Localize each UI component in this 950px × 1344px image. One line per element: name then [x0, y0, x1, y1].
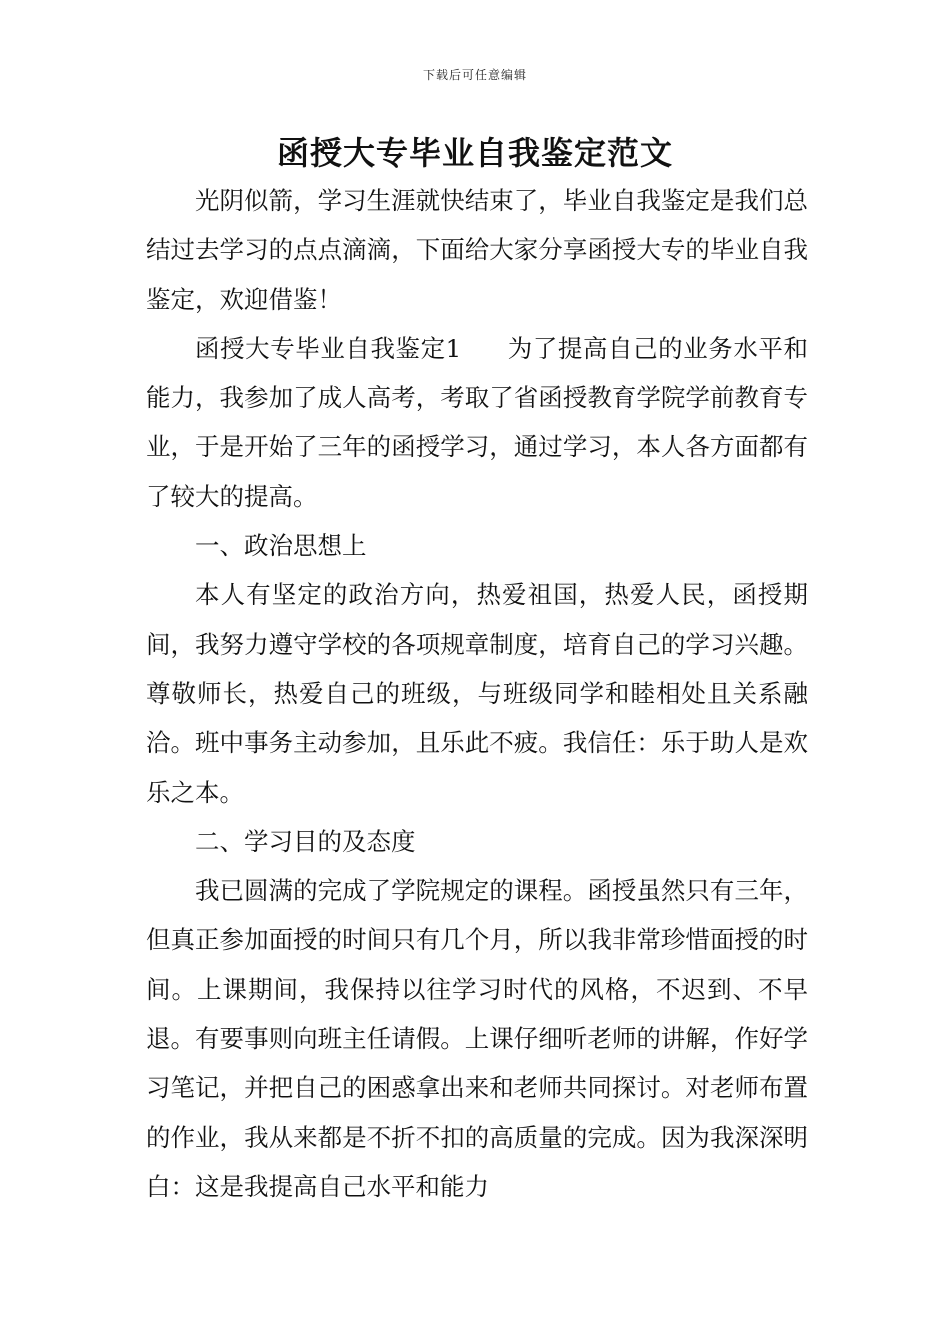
section-1-paragraph [146, 324, 808, 521]
document-body [146, 176, 808, 1211]
section-1-label: 函授大专毕业自我鉴定1 [195, 333, 462, 363]
header-note: 下载后可任意编辑 [422, 68, 527, 82]
study-paragraph: 我已圆满的完成了学院规定的课程。函授虽然只有三年，但真正参加面授的时间只有几个月，所以我非常珍惜面授的时间。上课期间，我保持以往学习时代的风格，不迟到、不早退。有要事则向班主任请假。上课仔细听老师的讲解，作好学习笔记，并把自己的困惑拿出来和老师共同探讨。对老师布置的作业，我从来都是不折不扣的高质量的完成。因为我深深明白：这是我提高自己水平和能力 [146, 876, 808, 1201]
section-1-text: 为了提高自己的业务水平和能力，我参加了成人高考，考取了省函授教育学院学前教育专业，于是开始了三年的函授学习，通过学习，本人各方面都有了较大的提高。 [146, 333, 809, 511]
political-paragraph: 本人有坚定的政治方向，热爱祖国，热爱人民，函授期间，我努力遵守学校的各项规章制度，培育自己的学习兴趣。尊敬师长，热爱自己的班级，与班级同学和睦相处且关系融洽。班中事务主动参加，且乐此不疲。我信任：乐于助人是欢乐之本。 [146, 580, 808, 807]
document-title: 函授大专毕业自我鉴定范文 [276, 134, 673, 172]
heading-study: 二、学习目的及态度 [195, 826, 416, 856]
heading-political: 一、政治思想上 [195, 531, 367, 561]
intro-paragraph: 光阴似箭，学习生涯就快结束了，毕业自我鉴定是我们总结过去学习的点点滴滴，下面给大家分享函授大专的毕业自我鉴定，欢迎借鉴！ [146, 186, 808, 314]
